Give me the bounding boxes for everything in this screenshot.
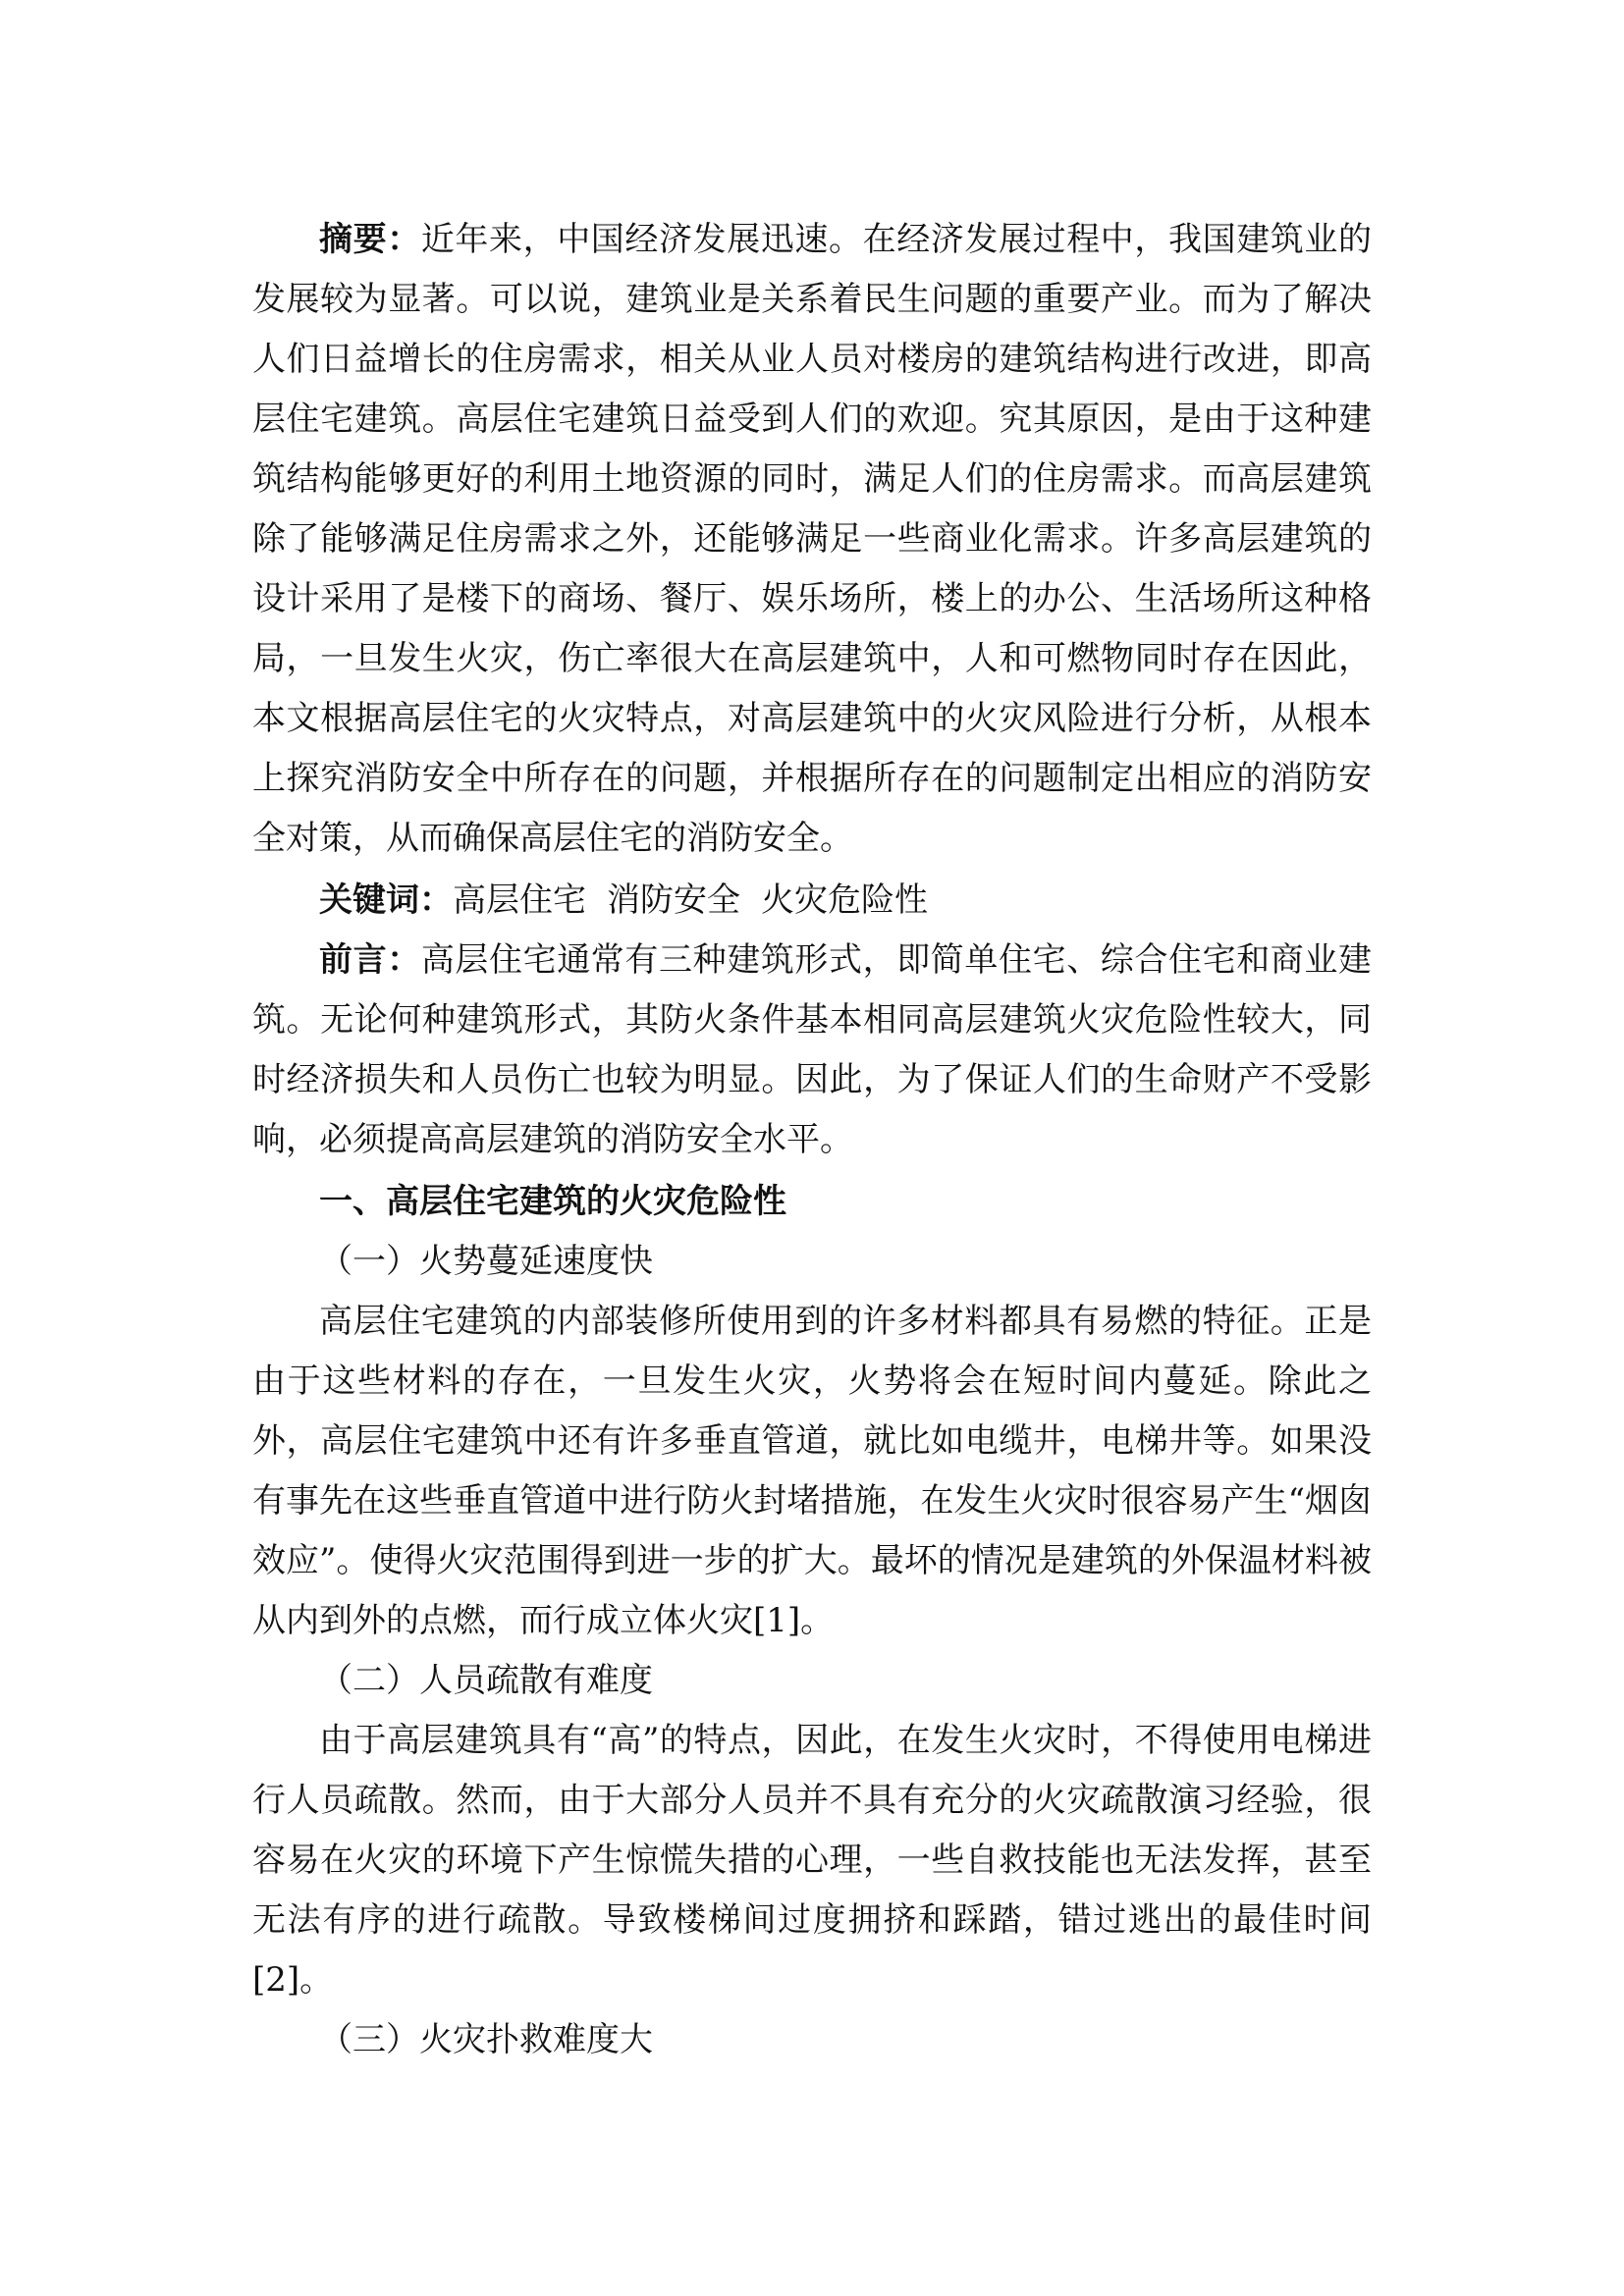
abstract-paragraph — [252, 210, 1372, 869]
subsection-heading-1: （一）火势蔓延速度快 — [319, 1242, 653, 1281]
section-heading: 一、高层住宅建筑的火灾危险性 — [319, 1182, 786, 1221]
abstract-label: 摘要： — [319, 220, 421, 259]
preface-paragraph — [252, 931, 1372, 1170]
abstract-text: 近年来，中国经济发展迅速。在经济发展过程中，我国建筑业的发展较为显著。可以说，建筑业是关系着民生问题的重要产业。而为了解决人们日益增长的住房需求，相关从业人员对楼房的建筑结构进行改进，即高层住宅建筑。高层住宅建筑日益受到人们的欢迎。究其原因，是由于这种建筑结构能够更好的利用土地资源的同时，满足人们的住房需求。而高层建筑除了能够满足住房需求之外，还能够满足一些商业化需求。许多高层建筑的设计采用了是楼下的商场、餐厅、娱乐场所，楼上的办公、生活场所这种格局，一旦发生火灾，伤亡率很大在高层建筑中，人和可燃物同时存在因此，本文根据高层住宅的火灾特点，对高层建筑中的火灾风险进行分析，从根本上探究消防安全中所存在的问题，并根据所存在的问题制定出相应的消防安全对策，从而确保高层住宅的消防安全。 — [252, 220, 1373, 858]
preface-label: 前言： — [319, 940, 421, 980]
subsection-paragraph-2: 由于高层建筑具有“高”的特点，因此，在发生火灾时，不得使用电梯进行人员疏散。然而，由于大部分人员并不具有充分的火灾疏散演习经验，很容易在火灾的环境下产生惊慌失措的心理，一些自救技能也无法发挥，甚至无法有序的进行疏散。导致楼梯间过度拥挤和踩踏，错过逃出的最佳时间[2]。 — [252, 1721, 1372, 2000]
subsection-paragraph-1: 高层住宅建筑的内部装修所使用到的许多材料都具有易燃的特征。正是由于这些材料的存在，一旦发生火灾，火势将会在短时间内蔓延。除此之外，高层住宅建筑中还有许多垂直管道，就比如电缆井，电梯井等。如果没有事先在这些垂直管道中进行防火封堵措施，在发生火灾时很容易产生“烟囱效应”。使得火灾范围得到进一步的扩大。最坏的情况是建筑的外保温材料被从内到外的点燃，而行成立体火灾[1]。 — [252, 1302, 1372, 1640]
preface-text: 高层住宅通常有三种建筑形式，即简单住宅、综合住宅和商业建筑。无论何种建筑形式，其防火条件基本相同高层建筑火灾危险性较大，同时经济损失和人员伤亡也较为明显。因此，为了保证人们的生命财产不受影响，必须提高高层建筑的消防安全水平。 — [252, 940, 1373, 1159]
keywords-label: 关键词： — [319, 881, 453, 920]
subsection-heading-3: （三）火灾扑救难度大 — [319, 2020, 653, 2059]
keywords-text: 高层住宅 消防安全 火灾危险性 — [453, 881, 929, 920]
keywords-paragraph — [252, 871, 1372, 931]
subsection-heading-2: （二）人员疏散有难度 — [319, 1661, 653, 1700]
document-body — [252, 210, 1372, 2070]
